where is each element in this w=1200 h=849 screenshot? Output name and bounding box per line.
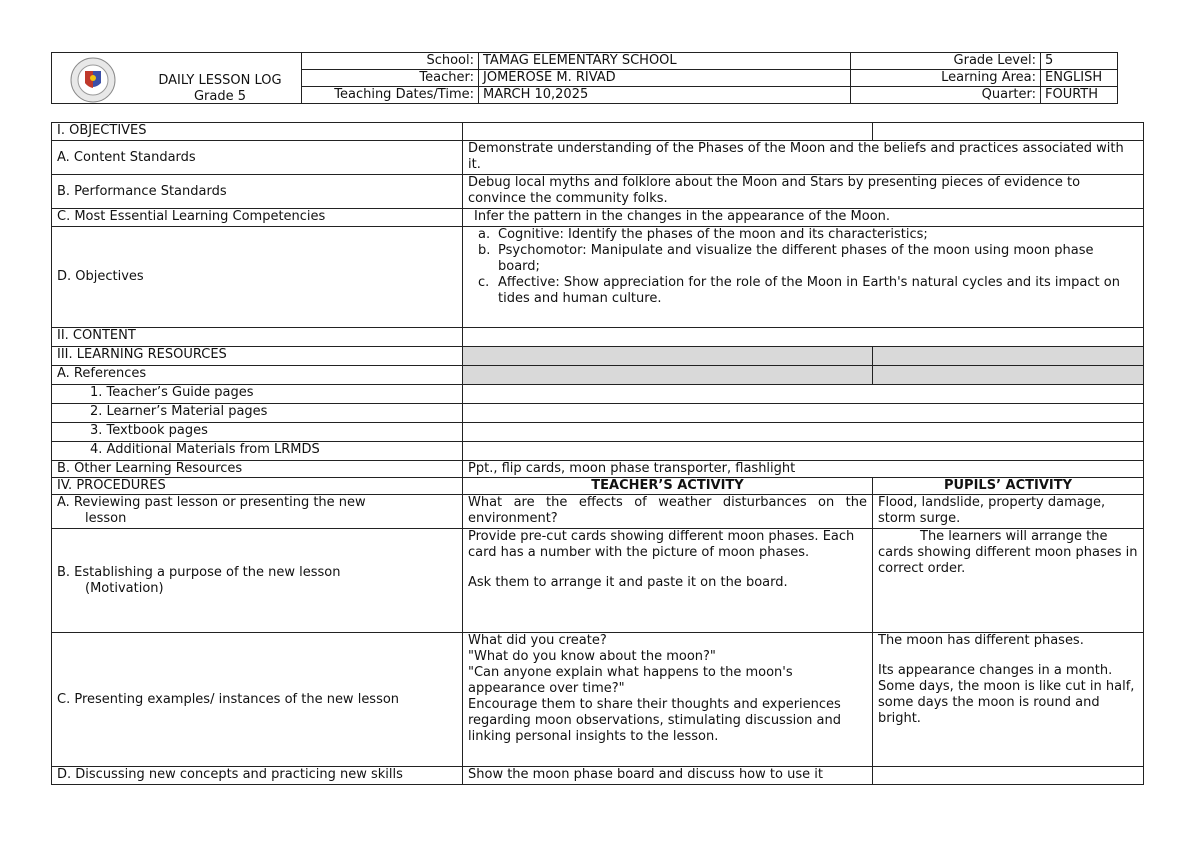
content-standards-value: Demonstrate understanding of the Phases of the Moon and the beliefs and practices associated with it.: [463, 141, 1144, 175]
grade-level-value: 5: [1041, 53, 1118, 70]
school-value: TAMAG ELEMENTARY SCHOOL: [479, 53, 851, 70]
procedure-b-label: B. Establishing a purpose of the new lesson (Motivation): [52, 529, 463, 633]
learning-resources-heading: III. LEARNING RESOURCES: [52, 347, 463, 366]
procedure-c-label: C. Presenting examples/ instances of the new lesson: [52, 633, 463, 767]
teachers-activity-heading: TEACHER’S ACTIVITY: [463, 478, 873, 495]
procedure-c-teacher: What did you create? "What do you know about the moon?" "Can anyone explain what happens to the moon's appearance over time?" Encourage them to share their thoughts and experiences regarding moon observations, stimulating discussion and linking personal insights to the lesson.: [463, 633, 873, 767]
dll-title-block: [140, 73, 300, 105]
procedures-heading: IV. PROCEDURES: [52, 478, 463, 495]
tg-pages-value: [463, 385, 1144, 404]
teacher-label: Teacher:: [302, 70, 479, 87]
lm-pages-label: 2. Learner’s Material pages: [52, 404, 463, 423]
performance-standards-value: Debug local myths and folklore about the Moon and Stars by presenting pieces of evidence to convince the community folks.: [463, 175, 1144, 209]
content-heading: II. CONTENT: [52, 328, 463, 347]
objective-item: b. Psychomotor: Manipulate and visualize the different phases of the moon using moon phase board;: [478, 243, 1094, 274]
procedure-c-pupil: The moon has different phases. Its appearance changes in a month. Some days, the moon is like cut in half, some days the moon is round and bright.: [873, 633, 1144, 767]
references-cell-2: [463, 366, 873, 385]
references-heading: A. References: [52, 366, 463, 385]
learning-area-value: ENGLISH: [1041, 70, 1118, 87]
procedure-d-pupil: [873, 767, 1144, 785]
procedure-d-label: D. Discussing new concepts and practicing new skills: [52, 767, 463, 785]
deped-seal-icon: [70, 57, 116, 103]
lesson-table: [51, 122, 1144, 785]
additional-materials-value: [463, 442, 1144, 461]
objectives-list: [463, 227, 1144, 328]
objective-item: a. Cognitive: Identify the phases of the moon and its characteristics;: [478, 227, 928, 242]
content-standards-label: A. Content Standards: [52, 141, 463, 175]
quarter-value: FOURTH: [1041, 87, 1118, 104]
procedure-a-pupil: Flood, landslide, property damage, storm surge.: [873, 495, 1144, 529]
dll-title: DAILY LESSON LOG: [158, 73, 282, 88]
objectives-cell-2: [463, 123, 873, 141]
procedure-a-teacher: What are the effects of weather disturbances on the environment?: [463, 495, 873, 529]
dates-value: MARCH 10,2025: [479, 87, 851, 104]
objectives-heading: I. OBJECTIVES: [52, 123, 463, 141]
teacher-value: JOMEROSE M. RIVAD: [479, 70, 851, 87]
other-resources-label: B. Other Learning Resources: [52, 461, 463, 478]
procedure-d-teacher: Show the moon phase board and discuss how to use it: [463, 767, 873, 785]
textbook-pages-value: [463, 423, 1144, 442]
procedure-a-label: A. Reviewing past lesson or presenting the new lesson: [52, 495, 463, 529]
lm-pages-value: [463, 404, 1144, 423]
textbook-pages-label: 3. Textbook pages: [52, 423, 463, 442]
objectives-d-label: D. Objectives: [52, 227, 463, 328]
tg-pages-label: 1. Teacher’s Guide pages: [52, 385, 463, 404]
additional-materials-label: 4. Additional Materials from LRMDS: [52, 442, 463, 461]
learning-area-label: Learning Area:: [851, 70, 1041, 87]
content-value: [463, 328, 1144, 347]
learning-resources-cell-3: [873, 347, 1144, 366]
pupils-activity-heading: PUPILS’ ACTIVITY: [873, 478, 1144, 495]
melc-label: C. Most Essential Learning Competencies: [52, 209, 463, 227]
dates-label: Teaching Dates/Time:: [302, 87, 479, 104]
header-logo-cell: [52, 53, 302, 104]
dll-grade: Grade 5: [193, 89, 247, 104]
objectives-cell-3: [873, 123, 1144, 141]
other-resources-value: Ppt., flip cards, moon phase transporter, flashlight: [463, 461, 1144, 478]
procedure-b-pupil: The learners will arrange the cards showing different moon phases in correct order.: [873, 529, 1144, 633]
references-cell-3: [873, 366, 1144, 385]
header-table: [51, 52, 1118, 104]
procedure-b-teacher: Provide pre-cut cards showing different moon phases. Each card has a number with the picture of moon phases. Ask them to arrange it and paste it on the board.: [463, 529, 873, 633]
school-label: School:: [302, 53, 479, 70]
performance-standards-label: B. Performance Standards: [52, 175, 463, 209]
objective-item: c. Affective: Show appreciation for the role of the Moon in Earth's natural cycles and its impact on tides and human culture.: [478, 275, 1120, 306]
grade-level-label: Grade Level:: [851, 53, 1041, 70]
quarter-label: Quarter:: [851, 87, 1041, 104]
melc-value: Infer the pattern in the changes in the appearance of the Moon.: [463, 209, 1144, 227]
learning-resources-cell-2: [463, 347, 873, 366]
